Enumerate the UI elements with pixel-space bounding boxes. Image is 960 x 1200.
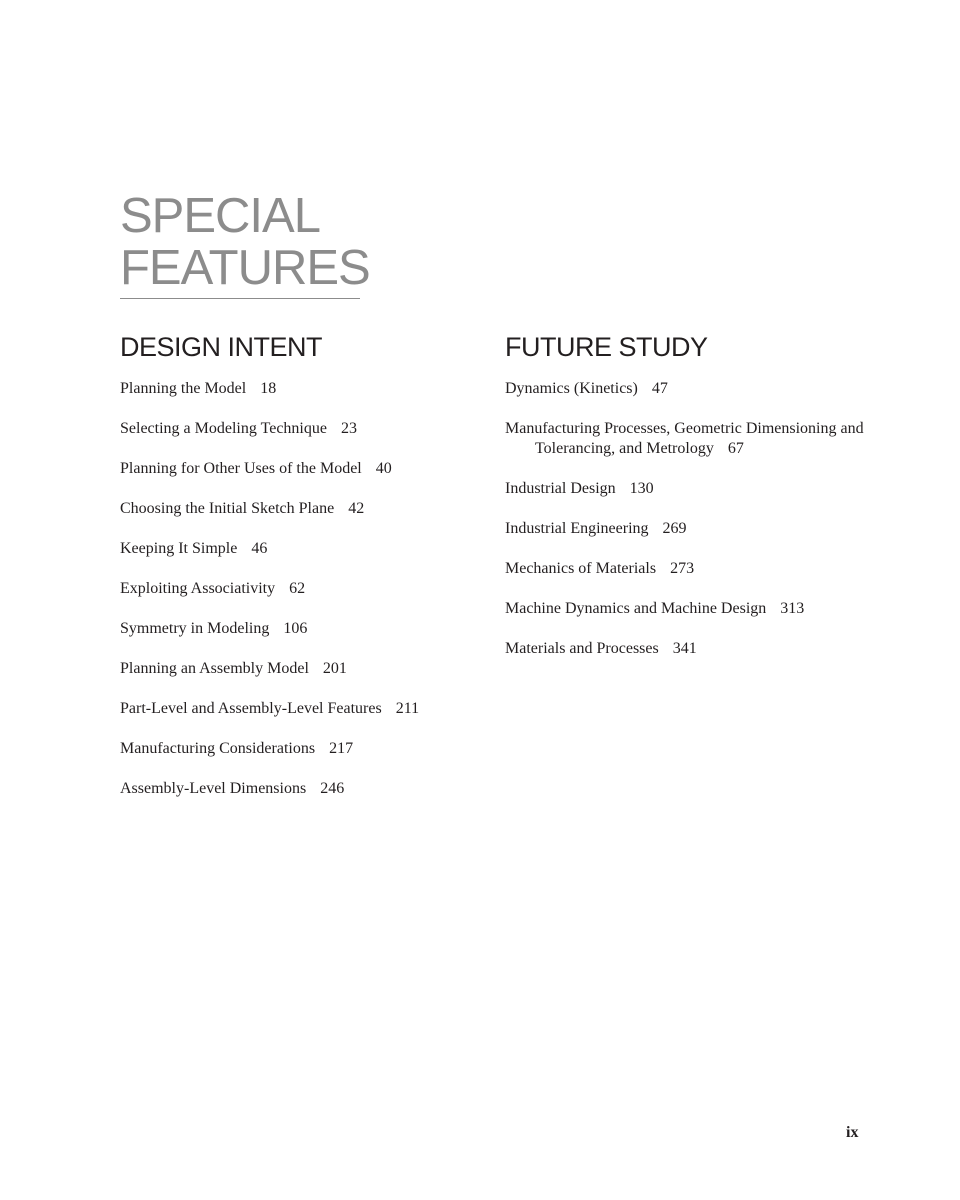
entry-title: Exploiting Associativity	[120, 580, 276, 597]
design-intent-entry	[120, 619, 480, 639]
future-study-entry	[505, 379, 865, 399]
entry-page-number: 201	[322, 660, 347, 677]
entry-title: Mechanics of Materials	[505, 560, 657, 577]
future-study-entry	[505, 599, 865, 619]
design-intent-heading: DESIGN INTENT	[120, 332, 323, 362]
entry-page-number: 40	[375, 460, 392, 477]
entry-title: Planning an Assembly Model	[120, 660, 309, 677]
entry-page-number: 341	[672, 640, 697, 657]
entry-page-number: 42	[348, 500, 365, 517]
page-number: ix	[846, 1124, 859, 1141]
design-intent-entry	[120, 579, 480, 599]
future-study-entry	[505, 519, 865, 539]
entry-title: Planning for Other Uses of the Model	[120, 460, 362, 477]
future-study-entry	[505, 479, 865, 499]
design-intent-entry	[120, 659, 480, 679]
design-intent-section	[120, 330, 480, 819]
design-intent-list	[120, 379, 480, 799]
entry-page-number: 246	[320, 780, 345, 797]
entry-title: Manufacturing Processes, Geometric Dimensioning and Tolerancing, and Metrology	[505, 420, 864, 457]
entry-page-number: 23	[340, 420, 357, 437]
entry-title: Industrial Engineering	[505, 520, 649, 537]
entry-page-number: 46	[251, 540, 268, 557]
design-intent-entry	[120, 379, 480, 399]
entry-title: Planning the Model	[120, 380, 247, 397]
entry-page-number: 130	[629, 480, 654, 497]
entry-page-number: 47	[651, 380, 668, 397]
page-title-line-1: SPECIAL	[120, 189, 320, 243]
entry-title: Dynamics (Kinetics)	[505, 380, 638, 397]
design-intent-entry	[120, 419, 480, 439]
entry-page-number: 313	[780, 600, 805, 617]
entry-page-number: 62	[289, 580, 306, 597]
entry-page-number: 273	[670, 560, 695, 577]
entry-title: Manufacturing Considerations	[120, 740, 316, 757]
entry-title: Industrial Design	[505, 480, 616, 497]
entry-page-number: 67	[727, 440, 744, 457]
design-intent-entry	[120, 779, 480, 799]
page-title-line-2: FEATURES	[120, 241, 370, 295]
design-intent-entry	[120, 539, 480, 559]
entry-title: Choosing the Initial Sketch Plane	[120, 500, 335, 517]
future-study-list	[505, 379, 865, 659]
entry-title: Keeping It Simple	[120, 540, 238, 557]
future-study-section	[505, 330, 865, 679]
entry-page-number: 106	[283, 620, 308, 637]
entry-title: Part-Level and Assembly-Level Features	[120, 700, 382, 717]
entry-title: Assembly-Level Dimensions	[120, 780, 307, 797]
entry-title: Machine Dynamics and Machine Design	[505, 600, 767, 617]
page-title	[120, 189, 370, 299]
entry-page-number: 18	[260, 380, 277, 397]
entry-page-number: 269	[662, 520, 687, 537]
entry-title: Selecting a Modeling Technique	[120, 420, 327, 437]
entry-page-number: 211	[395, 700, 420, 717]
entry-page-number: 217	[329, 740, 354, 757]
design-intent-entry	[120, 499, 480, 519]
future-study-entry	[505, 559, 865, 579]
future-study-heading: FUTURE STUDY	[505, 332, 708, 362]
design-intent-entry	[120, 459, 480, 479]
future-study-entry	[505, 419, 865, 459]
entry-title: Materials and Processes	[505, 640, 659, 657]
design-intent-entry	[120, 739, 480, 759]
entry-title: Symmetry in Modeling	[120, 620, 270, 637]
design-intent-entry	[120, 699, 480, 719]
future-study-entry	[505, 639, 865, 659]
